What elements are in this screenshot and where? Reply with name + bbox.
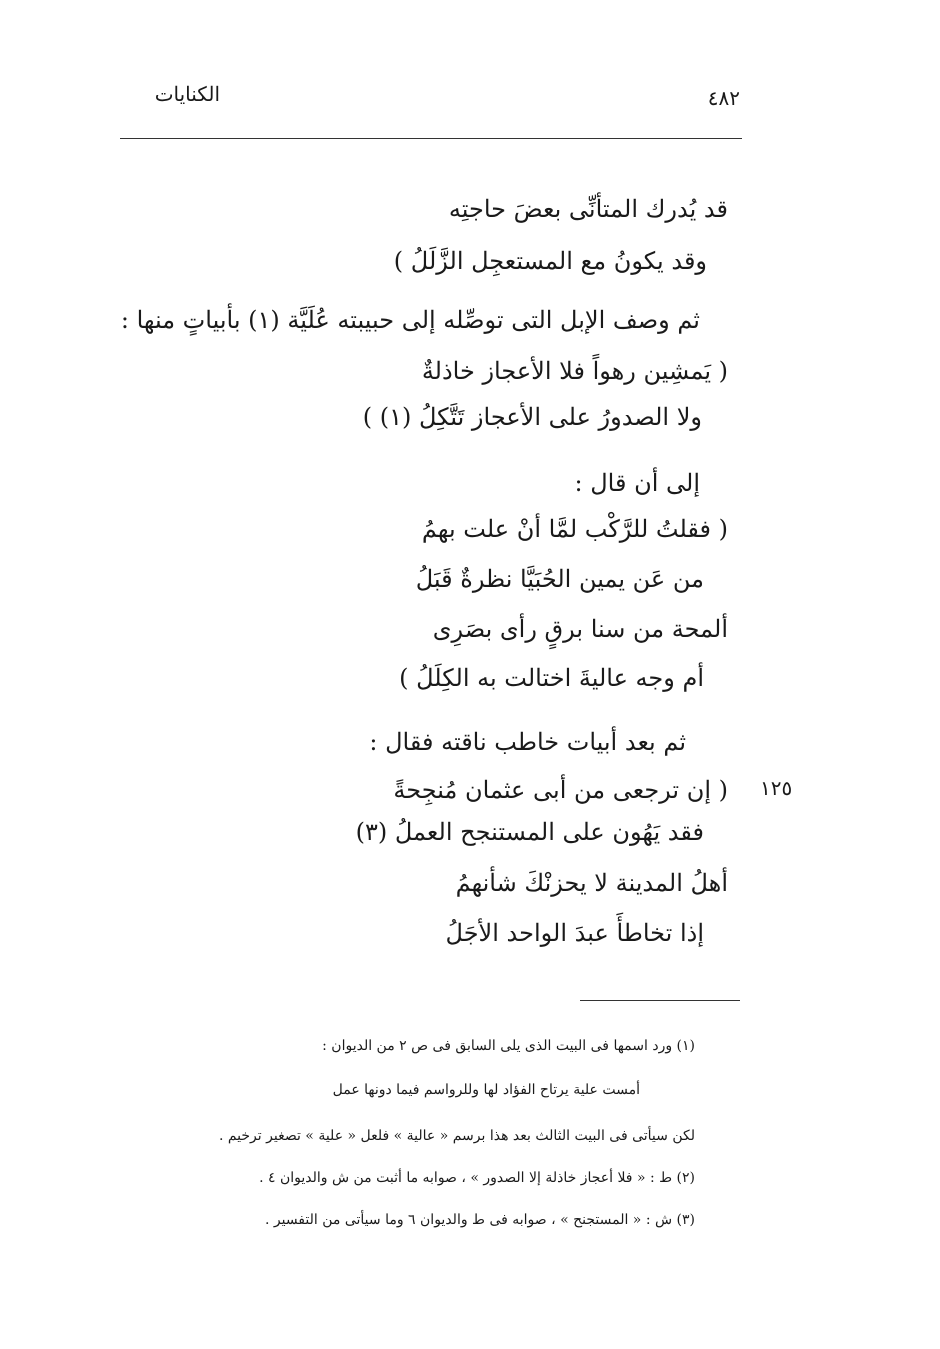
- footnote-2: (٢) ط : « فلا أعجاز خاذلة إلا الصدور » ، صوابه ما أثبت من ش والديوان ٤ .: [259, 1170, 695, 1186]
- verse-line-3: ( يَمشِين رهواً فلا الأعجاز خاذلةٌ: [421, 357, 728, 385]
- prose-line-2: إلى أن قال :: [574, 469, 700, 497]
- verse-line-6: من عَن يمين الحُبَيَّا نظرةٌ قَبَلُ: [415, 565, 704, 593]
- footnote-3: (٣) ش : « المستجنح » ، صوابه فى ط والديوان ٦ وما سيأتى من التفسير .: [264, 1212, 695, 1228]
- footnote-1: (١) ورد اسمها فى البيت الذى يلى السابق فى ص ٢ من الديوان :: [322, 1038, 695, 1054]
- footnote-1-verse: أمست علية يرتاح الفؤاد لها وللرواسم فيما دونها عمل: [332, 1082, 640, 1098]
- verse-line-4: ولا الصدورُ على الأعجاز تَتَّكِلُ (١) ): [362, 403, 702, 431]
- verse-line-1: قد يُدرك المتأنِّى بعضَ حاجتِه: [448, 195, 728, 223]
- running-header-title: الكنايات: [154, 82, 220, 106]
- line-number: ١٢٥: [760, 776, 793, 800]
- verse-line-10: فقد يَهُون على المستنجح العملُ (٣): [355, 818, 704, 846]
- verse-line-5: ( فقلتُ للرَّكْب لمَّا أنْ علت بهمُ: [421, 515, 728, 543]
- footnote-1-continuation: لكن سيأتى فى البيت الثالث بعد هذا برسم « عالية » فلعل « علية » تصغير ترخيم .: [218, 1128, 695, 1144]
- verse-line-12: إذا تخاطأَ عبدَ الواحد الأجَلُ: [445, 919, 704, 947]
- prose-line-3: ثم بعد أبيات خاطب ناقته فقال :: [369, 728, 686, 756]
- verse-line-2: وقد يكونُ مع المستعجِل الزَّلَلُ ): [393, 247, 707, 275]
- page-number: ٤٨٢: [707, 86, 740, 110]
- verse-line-8: أم وجه عاليةَ اختالت به الكِلَلُ ): [399, 664, 704, 692]
- verse-line-11: أهلُ المدينة لا يحزنْكَ شأنهمُ: [455, 869, 728, 897]
- verse-line-7: ألمحة من سنا برقٍ رأى بصَرِى: [432, 615, 728, 643]
- footnote-divider: [580, 1000, 740, 1001]
- header-divider: [120, 138, 742, 139]
- prose-line-1: ثم وصف الإبل التى توصِّله إلى حبيبته عُلَيَّة (١) بأبياتٍ منها :: [120, 306, 700, 334]
- verse-line-9: ( إن ترجعى من أبى عثمان مُنجِحةً: [393, 776, 728, 804]
